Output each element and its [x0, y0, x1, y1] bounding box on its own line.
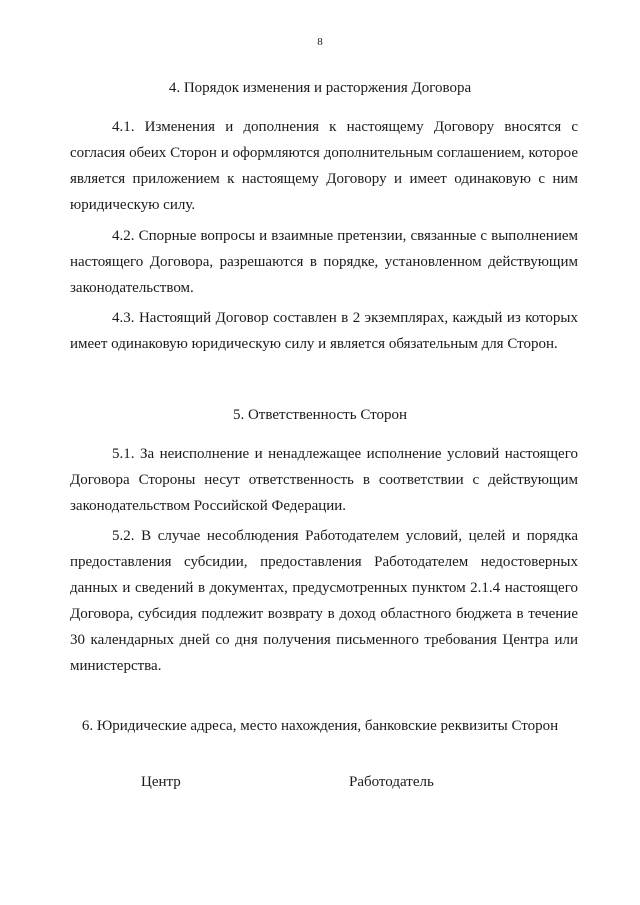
party-right-label: Работодатель: [349, 774, 434, 790]
page-number: 8: [317, 36, 323, 48]
section-4-paragraph-3: 4.3. Настоящий Договор составлен в 2 экземплярах, каждый из которых имеет одинаковую юридическую силу и является обязательным для Сторон.: [70, 310, 578, 352]
section-5-paragraph-1: 5.1. За неисполнение и ненадлежащее исполнение условий настоящего Договора Стороны несут ответственность в соответствии с действующим законодательством Российской Федерации.: [70, 446, 578, 514]
party-left-label: Центр: [141, 774, 181, 790]
section-4-paragraph-1: 4.1. Изменения и дополнения к настоящему Договору вносятся с согласия обеих Сторон и оформляются дополнительным соглашением, которое является приложением к настоящему Договору и имеет одинаковую с ним юридическую силу.: [70, 119, 578, 213]
section-6-title: 6. Юридические адреса, место нахождения, банковские реквизиты Сторон: [81, 718, 559, 734]
section-5-paragraph-2: 5.2. В случае несоблюдения Работодателем условий, целей и порядка предоставления субсидии, предоставления Работодателем недостоверных данных и сведений в документах, предусмотренных пунктом 2.1.4 настоящего Договора, субсидия подлежит возврату в доход областного бюджета в течение 30 календарных дней со дня получения письменного требования Центра или министерства.: [70, 528, 578, 674]
section-4-paragraph-2: 4.2. Спорные вопросы и взаимные претензии, связанные с выполнением настоящего Договора, разрешаются в порядке, установленном действующим законодательством.: [70, 228, 578, 296]
section-4-title: 4. Порядок изменения и расторжения Договора: [168, 80, 472, 96]
section-5-title: 5. Ответственность Сторон: [232, 407, 408, 423]
